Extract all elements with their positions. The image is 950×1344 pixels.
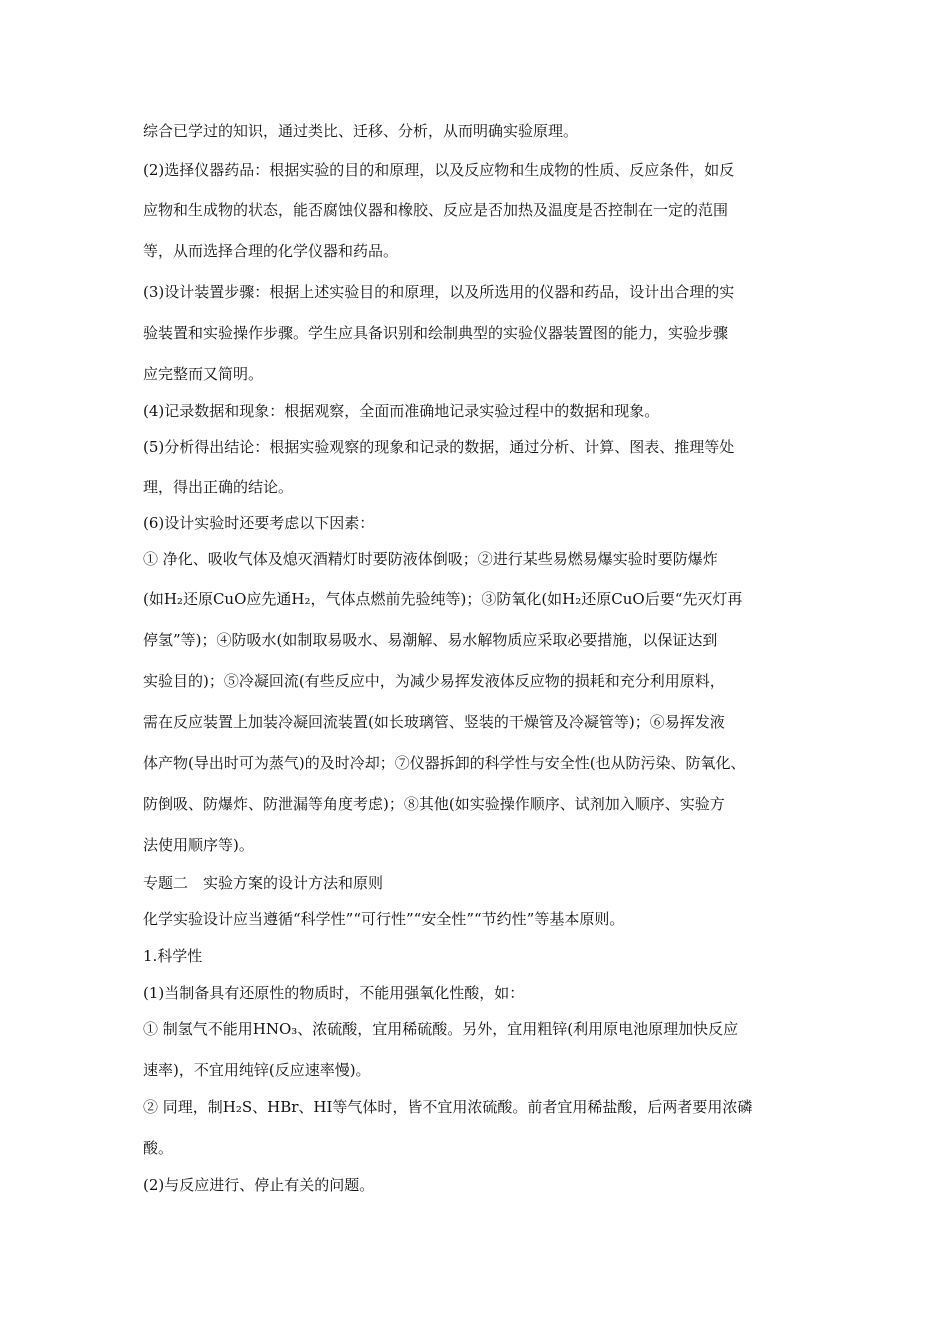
text-line: 酸。 [143,1139,174,1157]
text-line: (如H₂还原CuO应先通H₂，气体点燃前先验纯等)；③防氧化(如H₂还原CuO后要“先灭灯再 [143,590,743,608]
text-line: 应物和生成物的状态，能否腐蚀仪器和橡胶、反应是否加热及温度是否控制在一定的范围 [143,201,729,219]
text-line: 法使用顺序等)。 [143,836,254,854]
text-line: ① 净化、吸收气体及熄灭酒精灯时要防液体倒吸；②进行某些易燃易爆实验时要防爆炸 [143,550,718,568]
text-line: (4)记录数据和现象：根据观察，全面而准确地记录实验过程中的数据和现象。 [143,402,660,420]
text-line: 体产物(导出时可为蒸气)的及时冷却；⑦仪器拆卸的科学性与安全性(也从防污染、防氧化、 [143,754,746,772]
text-line: 实验目的)；⑤冷凝回流(有些反应中，为减少易挥发液体反应物的损耗和充分利用原料， [143,672,725,690]
text-line: 等，从而选择合理的化学仪器和药品。 [143,242,399,260]
text-line: (2)选择仪器药品：根据实验的目的和原理，以及反应物和生成物的性质、反应条件，如反 [143,161,735,179]
subsection-heading: 1.科学性 [143,947,203,965]
text-line: 综合已学过的知识，通过类比、迁移、分析，从而明确实验原理。 [143,122,579,140]
text-line: 速率)，不宜用纯锌(反应速率慢)。 [143,1061,371,1079]
text-line: (6)设计实验时还要考虑以下因素： [143,514,375,532]
text-line: 验装置和实验操作步骤。学生应具备识别和绘制典型的实验仪器装置图的能力，实验步骤 [143,324,729,342]
text-line: (3)设计装置步骤：根据上述实验目的和原理，以及所选用的仪器和药品，设计出合理的实 [143,283,735,301]
text-line: 理，得出正确的结论。 [143,478,294,496]
text-line: ① 制氢气不能用HNO₃、浓硫酸，宜用稀硫酸。另外，宜用粗锌(利用原电池原理加快反应 [143,1020,739,1038]
text-line: 防倒吸、防爆炸、防泄漏等角度考虑)；⑧其他(如实验操作顺序、试剂加入顺序、实验方 [143,795,725,813]
text-line: 化学实验设计应当遵循“科学性”“可行性”“安全性”“节约性”等基本原则。 [143,910,625,928]
text-line: (2)与反应进行、停止有关的问题。 [143,1176,375,1194]
text-line: (5)分析得出结论：根据实验观察的现象和记录的数据，通过分析、计算、图表、推理等处 [143,438,735,456]
text-line: 需在反应装置上加装冷凝回流装置(如长玻璃管、竖装的干燥管及冷凝管等)；⑥易挥发液 [143,713,725,731]
text-line: (1)当制备具有还原性的物质时，不能用强氧化性酸，如： [143,984,525,1002]
text-line: ② 同理，制H₂S、HBr、HI等气体时，皆不宜用浓硫酸。前者宜用稀盐酸，后两者要用浓磷 [143,1098,753,1116]
text-line: 停氢”等)；④防吸水(如制取易吸水、易潮解、易水解物质应采取必要措施，以保证达到 [143,631,718,649]
text-line: 应完整而又简明。 [143,365,264,383]
section-heading: 专题二 实验方案的设计方法和原则 [143,874,384,892]
